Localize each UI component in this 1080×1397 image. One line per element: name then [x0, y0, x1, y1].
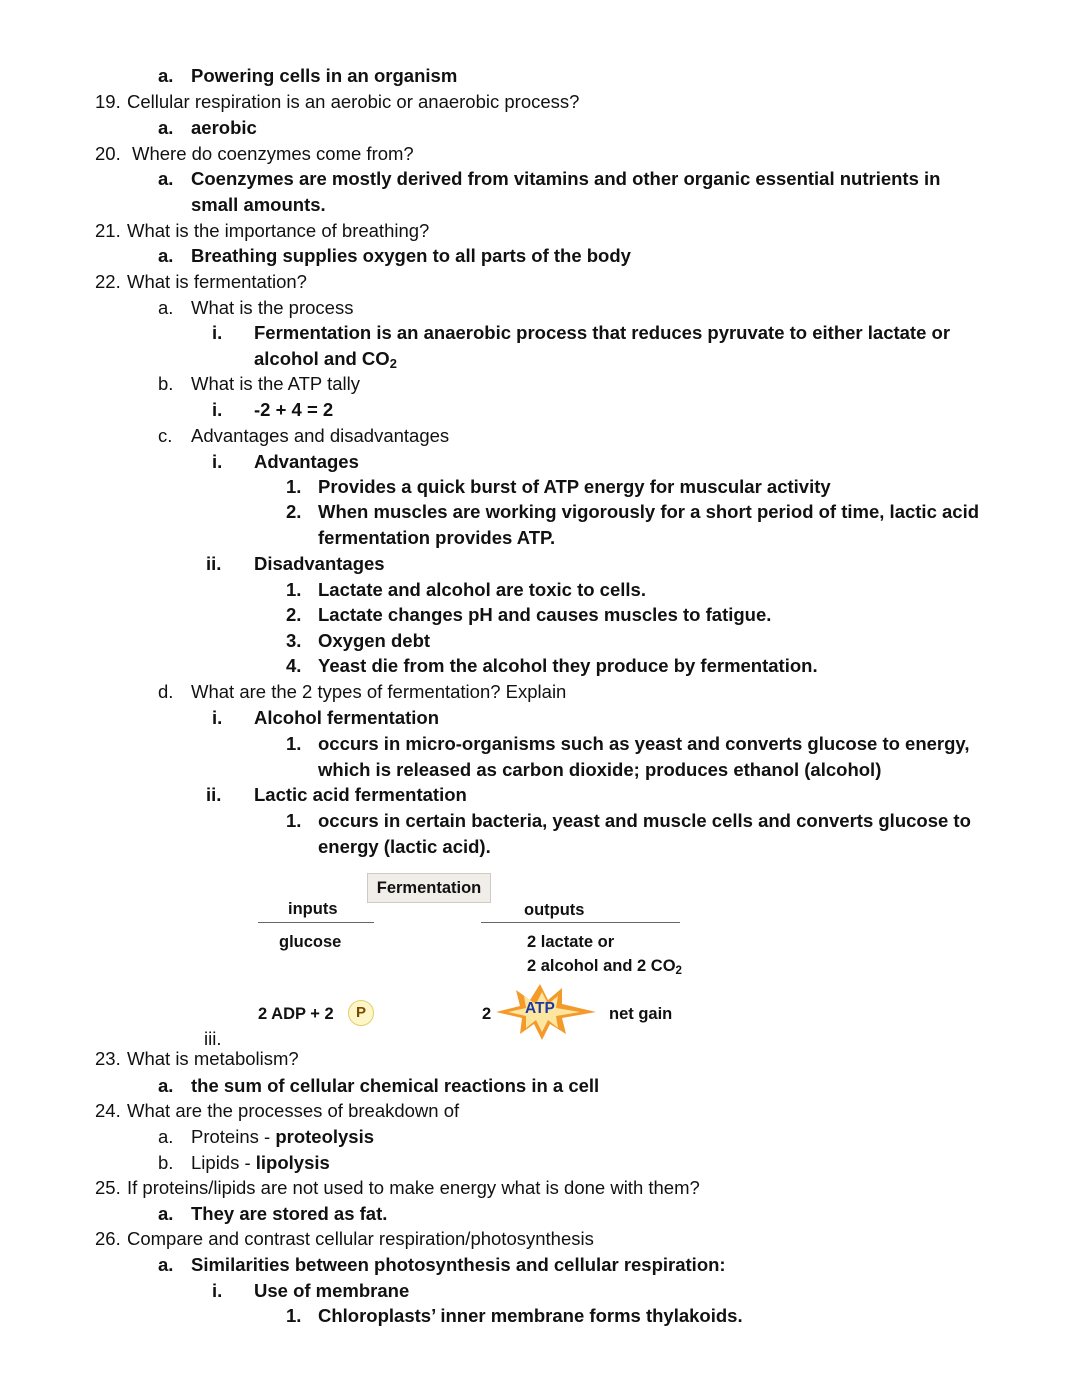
- sub-question-text: What is the process: [191, 297, 354, 318]
- list-marker: i.: [212, 1280, 223, 1301]
- question-number: 22.: [95, 271, 121, 292]
- answer-heading: Disadvantages: [254, 553, 385, 574]
- list-marker: b.: [158, 373, 174, 394]
- answer-text-continued: fermentation provides ATP.: [318, 527, 556, 548]
- list-marker: 1.: [286, 733, 302, 754]
- atp-count: 2: [482, 1005, 492, 1023]
- list-marker: a.: [158, 1126, 174, 1147]
- list-marker: c.: [158, 425, 173, 446]
- list-marker: 1.: [286, 1305, 302, 1326]
- answer-text: Lactate and alcohol are toxic to cells.: [318, 579, 646, 600]
- answer-text-continued: which is released as carbon dioxide; produces ethanol (alcohol): [318, 759, 882, 780]
- answer-heading: Use of membrane: [254, 1280, 410, 1301]
- question-text: Compare and contrast cellular respiration/photosynthesis: [127, 1228, 594, 1249]
- question-text: What are the processes of breakdown of: [127, 1100, 460, 1121]
- answer-text: Powering cells in an organism: [191, 65, 458, 86]
- answer-text-part: alcohol and CO: [254, 348, 390, 369]
- inputs-label: inputs: [288, 900, 338, 918]
- question-text: Cellular respiration is an aerobic or anaerobic process?: [127, 91, 580, 112]
- list-marker: b.: [158, 1152, 174, 1173]
- answer-text: Fermentation is an anaerobic process that reduces pyruvate to either lactate or: [254, 322, 951, 343]
- question-text: If proteins/lipids are not used to make energy what is done with them?: [127, 1177, 700, 1198]
- list-marker: a.: [158, 1075, 174, 1096]
- answer-text: Yeast die from the alcohol they produce by fermentation.: [318, 655, 818, 676]
- answer-text: Breathing supplies oxygen to all parts of the body: [191, 245, 631, 266]
- answer-term: Proteins -: [191, 1126, 276, 1147]
- list-marker: 3.: [286, 630, 302, 651]
- answer-text: [191, 1126, 374, 1148]
- question-number: 23.: [95, 1048, 121, 1069]
- answer-text: Provides a quick burst of ATP energy for muscular activity: [318, 476, 831, 497]
- list-marker: ii.: [206, 553, 222, 574]
- question-number: 21.: [95, 220, 121, 241]
- question-number: 20.: [95, 143, 121, 164]
- list-marker: ii.: [206, 784, 222, 805]
- list-marker: d.: [158, 681, 174, 702]
- answer-text: aerobic: [191, 117, 257, 138]
- list-marker: i.: [212, 707, 223, 728]
- sub-question-text: What are the 2 types of fermentation? Explain: [191, 681, 567, 702]
- list-marker: a.: [158, 245, 174, 266]
- list-marker: a.: [158, 297, 174, 318]
- adp-text: 2 ADP + 2: [258, 1005, 334, 1023]
- answer-text-continued: [254, 348, 397, 370]
- answer-text: [191, 1152, 330, 1174]
- phosphate-icon: P: [348, 1000, 374, 1026]
- outputs-label: outputs: [524, 901, 585, 919]
- subscript: 2: [389, 356, 397, 372]
- answer-text: occurs in micro-organisms such as yeast and converts glucose to energy,: [318, 733, 970, 754]
- list-marker: i.: [212, 451, 223, 472]
- question-text: Where do coenzymes come from?: [132, 143, 414, 164]
- answer-heading: Advantages: [254, 451, 359, 472]
- answer-text: Lactate changes pH and causes muscles to fatigue.: [318, 604, 772, 625]
- answer-term: Lipids -: [191, 1152, 256, 1173]
- output-lactate: 2 lactate or: [527, 933, 615, 951]
- input-glucose: glucose: [279, 933, 342, 951]
- answer-heading: Lactic acid fermentation: [254, 784, 467, 805]
- output-alcohol: [527, 956, 682, 976]
- list-marker: a.: [158, 65, 174, 86]
- sub-question-text: Advantages and disadvantages: [191, 425, 450, 446]
- answer-heading: Alcohol fermentation: [254, 707, 440, 728]
- list-marker: 1.: [286, 476, 302, 497]
- list-marker: iii.: [204, 1028, 222, 1049]
- answer-text: Similarities between photosynthesis and cellular respiration:: [191, 1254, 726, 1275]
- subscript: 2: [675, 964, 682, 977]
- answer-bold-term: proteolysis: [275, 1126, 375, 1147]
- list-marker: i.: [212, 399, 223, 420]
- list-marker: 2.: [286, 604, 302, 625]
- answer-text: They are stored as fat.: [191, 1203, 388, 1224]
- list-marker: a.: [158, 1203, 174, 1224]
- list-marker: 2.: [286, 501, 302, 522]
- answer-text: the sum of cellular chemical reactions in a cell: [191, 1075, 600, 1096]
- answer-text: occurs in certain bacteria, yeast and muscle cells and converts glucose to: [318, 810, 971, 831]
- list-marker: i.: [212, 322, 223, 343]
- question-text: What is metabolism?: [127, 1048, 299, 1069]
- answer-text-continued: small amounts.: [191, 194, 326, 215]
- list-marker: 1.: [286, 810, 302, 831]
- sub-question-text: What is the ATP tally: [191, 373, 360, 394]
- list-marker: 1.: [286, 579, 302, 600]
- question-number: 24.: [95, 1100, 121, 1121]
- answer-text-continued: energy (lactic acid).: [318, 836, 491, 857]
- outputs-rule: [481, 922, 680, 923]
- net-gain-label: net gain: [609, 1005, 673, 1023]
- answer-text: Chloroplasts’ inner membrane forms thylakoids.: [318, 1305, 743, 1326]
- inputs-rule: [258, 922, 374, 923]
- question-number: 26.: [95, 1228, 121, 1249]
- question-number: 25.: [95, 1177, 121, 1198]
- question-text: What is fermentation?: [127, 271, 307, 292]
- list-marker: a.: [158, 117, 174, 138]
- question-number: 19.: [95, 91, 121, 112]
- atp-label: ATP: [525, 1000, 555, 1017]
- list-marker: 4.: [286, 655, 302, 676]
- answer-text: When muscles are working vigorously for a short period of time, lactic acid: [318, 501, 980, 522]
- fermentation-title-box: Fermentation: [367, 873, 491, 903]
- list-marker: a.: [158, 168, 174, 189]
- answer-text: Oxygen debt: [318, 630, 431, 651]
- list-marker: a.: [158, 1254, 174, 1275]
- output-alcohol-text: 2 alcohol and 2 CO: [527, 957, 676, 975]
- answer-text: Coenzymes are mostly derived from vitamins and other organic essential nutrients in: [191, 168, 941, 189]
- answer-text: -2 + 4 = 2: [254, 399, 334, 420]
- answer-bold-term: lipolysis: [255, 1152, 330, 1173]
- question-text: What is the importance of breathing?: [127, 220, 430, 241]
